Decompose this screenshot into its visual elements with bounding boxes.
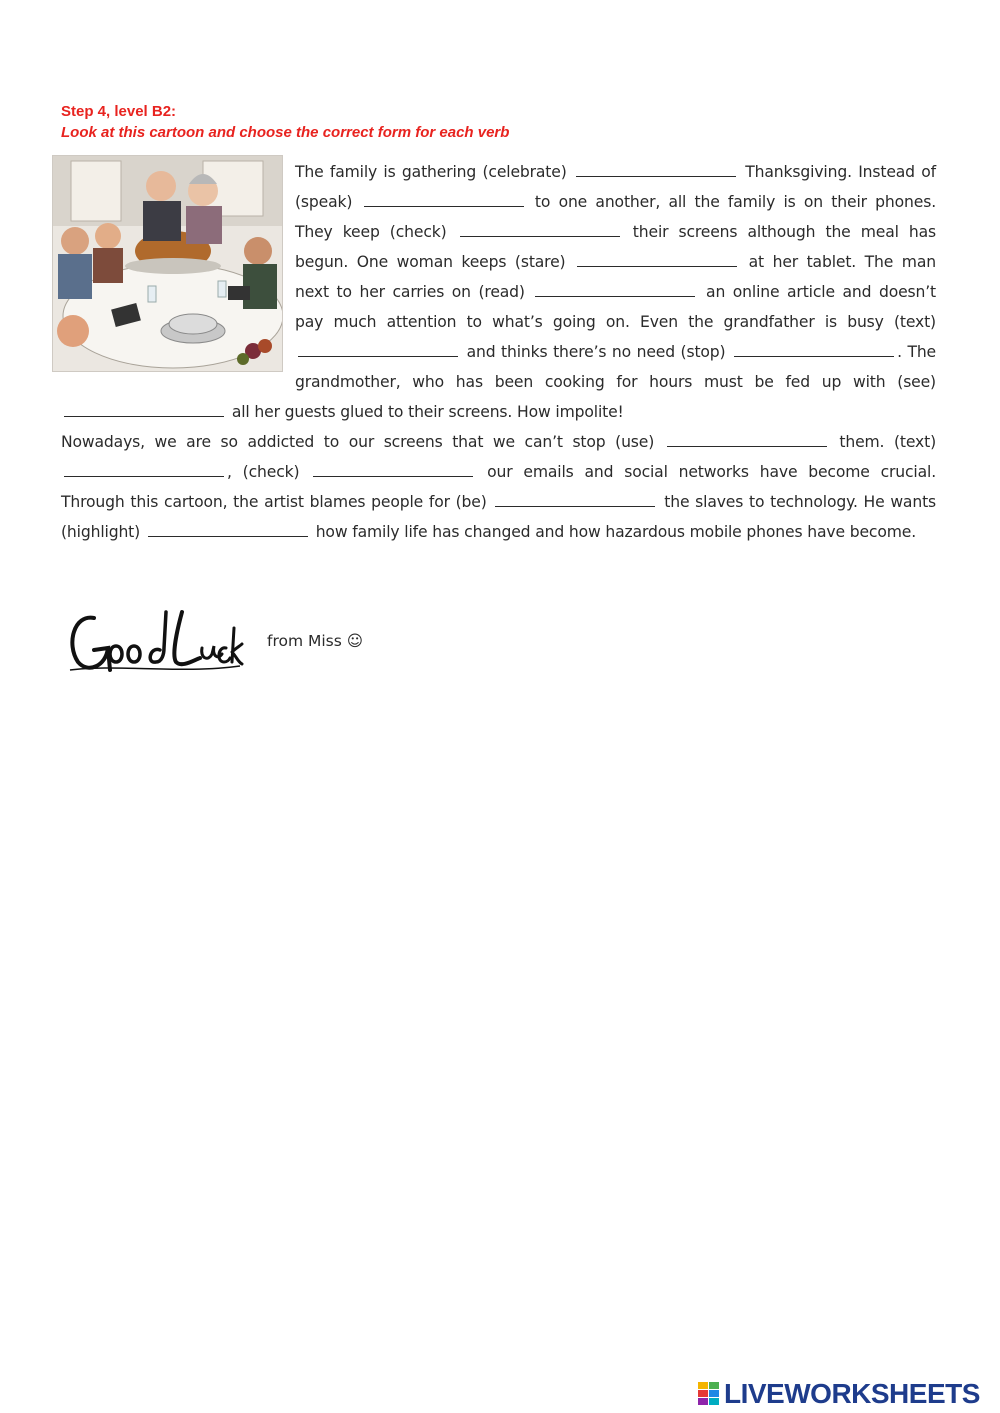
blank-be[interactable] [495,492,655,507]
sentence-part: to one another, all the family is on their phones. They keep (check) [295,193,937,241]
sentence-part: them. (text) [839,433,937,451]
blank-stop[interactable] [734,342,894,357]
sentence-part: an online article and doesn’t pay much attention to what’s going on. Even the grandfather is busy (text) [295,283,937,331]
blank-see[interactable] [64,402,224,417]
sentence-part: their screens although the meal has begun. One woman keeps (stare) [295,223,937,271]
blank-check-2[interactable] [313,462,473,477]
sentence-part: how family life has changed and how hazardous mobile phones have become. [315,523,917,541]
sentence-part: . The grandmother, who has been cooking for hours must be fed up with (see) [295,343,937,391]
sentence-part: Thanksgiving. Instead of (speak) [295,163,936,211]
sentence-part: Nowadays, we are so addicted to our screens that we can’t stop (use) [61,433,655,451]
from-miss-text: from Miss ☺ [267,632,363,650]
brand-text: LIVEWORKSHEETS [724,1378,980,1409]
sentence-part: all her guests glued to their screens. How impolite! [231,403,624,421]
sentence-part: our emails and social networks have become crucial. Through this cartoon, the artist blames people for (be) [61,463,937,511]
blank-text-2[interactable] [64,462,224,477]
sentence-part: The family is gathering (celebrate) [295,163,567,181]
liveworksheets-logo[interactable] [698,1378,980,1410]
blank-stare[interactable] [577,252,737,267]
instruction-text: Look at this cartoon and choose the correct form for each verb [61,124,510,141]
blank-celebrate[interactable] [576,162,736,177]
step-title: Step 4, level B2: [61,103,177,120]
sentence-part: at her tablet. The man next to her carries on (read) [295,253,936,301]
blank-speak[interactable] [364,192,524,207]
blank-use[interactable] [667,432,827,447]
sentence-part: and thinks there’s no need (stop) [466,343,726,361]
paragraph-2 [61,427,936,547]
exercise-text [61,157,936,547]
exercise-heading [61,101,509,143]
blank-text[interactable] [298,342,458,357]
blank-highlight[interactable] [148,522,308,537]
blank-check[interactable] [460,222,620,237]
good-luck-logo [64,604,244,676]
blank-read[interactable] [535,282,695,297]
liveworksheets-icon [698,1382,720,1406]
sentence-part: the slaves to technology. He wants (highlight) [61,493,937,541]
sentence-part: , (check) [227,463,300,481]
image-spacer [61,157,295,369]
